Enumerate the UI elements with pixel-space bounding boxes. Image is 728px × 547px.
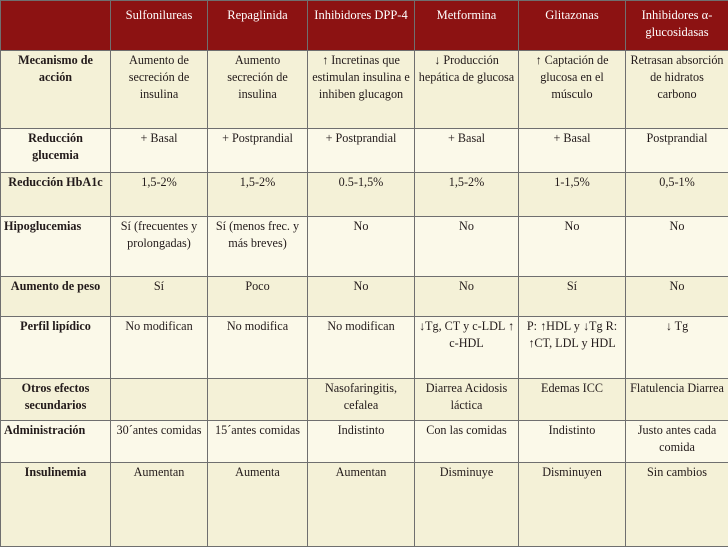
col-header-inhibidores-alfa-glucosidasas: Inhibidores α-glucosidasas	[626, 1, 728, 51]
table-cell: No	[415, 277, 519, 317]
table-row-hipoglucemias	[1, 217, 728, 277]
table-cell: Indistinto	[308, 421, 415, 463]
table-cell: Poco	[208, 277, 308, 317]
table-cell: No	[415, 217, 519, 277]
col-header-glitazonas: Glitazonas	[519, 1, 626, 51]
table-cell: Postprandial	[626, 129, 728, 173]
row-label-aumento-peso: Aumento de peso	[1, 277, 111, 317]
table-cell	[208, 379, 308, 421]
table-cell: ↓ Producción hepática de glucosa	[415, 51, 519, 129]
table-cell: Indistinto	[519, 421, 626, 463]
table-row-administracion	[1, 421, 728, 463]
table-cell: + Basal	[415, 129, 519, 173]
table-cell: ↓Tg, CT y c-LDL ↑ c-HDL	[415, 317, 519, 379]
table-cell: ↑ Captación de glucosa en el músculo	[519, 51, 626, 129]
table-cell: Retrasan absorción de hidratos carbono	[626, 51, 728, 129]
table-cell: No	[626, 217, 728, 277]
table-cell: Con las comidas	[415, 421, 519, 463]
table-cell: Sí	[111, 277, 208, 317]
table-cell: 1-1,5%	[519, 173, 626, 217]
header-row	[1, 1, 728, 51]
table-row-aumento-peso	[1, 277, 728, 317]
table-cell: Sí (frecuentes y prolongadas)	[111, 217, 208, 277]
table-row-reduccion-hba1c	[1, 173, 728, 217]
table-cell: No	[519, 217, 626, 277]
row-label-reduccion-hba1c: Reducción HbA1c	[1, 173, 111, 217]
table-cell: Disminuye	[415, 463, 519, 547]
col-header-sulfonilureas: Sulfonilureas	[111, 1, 208, 51]
table-cell: + Basal	[111, 129, 208, 173]
table-cell: No modifican	[111, 317, 208, 379]
table-cell: Diarrea Acidosis láctica	[415, 379, 519, 421]
table-cell: 15´antes comidas	[208, 421, 308, 463]
table-cell: Aumenta	[208, 463, 308, 547]
table-cell	[111, 379, 208, 421]
table-cell: P: ↑HDL y ↓Tg R: ↑CT, LDL y HDL	[519, 317, 626, 379]
header-corner	[1, 1, 111, 51]
row-label-otros-efectos: Otros efectos secundarios	[1, 379, 111, 421]
table-cell: Aumento de secreción de insulina	[111, 51, 208, 129]
row-label-insulinemia: Insulinemia	[1, 463, 111, 547]
row-label-administracion: Administración	[1, 421, 111, 463]
table-cell: Aumentan	[111, 463, 208, 547]
table-row-otros-efectos	[1, 379, 728, 421]
table-row-mecanismo	[1, 51, 728, 129]
row-label-mecanismo: Mecanismo de acción	[1, 51, 111, 129]
table-cell: + Postprandial	[208, 129, 308, 173]
table-cell: 1,5-2%	[111, 173, 208, 217]
table-cell: 30´antes comidas	[111, 421, 208, 463]
table-cell: Nasofaringitis, cefalea	[308, 379, 415, 421]
table-row-reduccion-glucemia	[1, 129, 728, 173]
row-label-hipoglucemias: Hipoglucemias	[1, 217, 111, 277]
table-cell: 0,5-1%	[626, 173, 728, 217]
table-cell: + Postprandial	[308, 129, 415, 173]
table-cell: Justo antes cada comida	[626, 421, 728, 463]
table-cell: 1,5-2%	[415, 173, 519, 217]
table-cell: Sin cambios	[626, 463, 728, 547]
table-cell: No	[308, 277, 415, 317]
table-cell: No	[626, 277, 728, 317]
table-cell: No modifica	[208, 317, 308, 379]
table-cell: Disminuyen	[519, 463, 626, 547]
table-row-perfil-lipidico	[1, 317, 728, 379]
table-cell: ↓ Tg	[626, 317, 728, 379]
table-cell: 1,5-2%	[208, 173, 308, 217]
table-cell: ↑ Incretinas que estimulan insulina e inhiben glucagon	[308, 51, 415, 129]
table-cell: No modifican	[308, 317, 415, 379]
col-header-repaglinida: Repaglinida	[208, 1, 308, 51]
table-cell: Edemas ICC	[519, 379, 626, 421]
table-cell: + Basal	[519, 129, 626, 173]
col-header-metformina: Metformina	[415, 1, 519, 51]
col-header-inhibidores-dpp4: Inhibidores DPP-4	[308, 1, 415, 51]
row-label-reduccion-glucemia: Reducción glucemia	[1, 129, 111, 173]
table-cell: Flatulencia Diarrea	[626, 379, 728, 421]
table-cell: Aumento secreción de insulina	[208, 51, 308, 129]
table-row-insulinemia	[1, 463, 728, 547]
table-cell: Sí (menos frec. y más breves)	[208, 217, 308, 277]
table-cell: No	[308, 217, 415, 277]
table-cell: Aumentan	[308, 463, 415, 547]
table-cell: Sí	[519, 277, 626, 317]
table-cell: 0.5-1,5%	[308, 173, 415, 217]
row-label-perfil-lipidico: Perfil lipídico	[1, 317, 111, 379]
